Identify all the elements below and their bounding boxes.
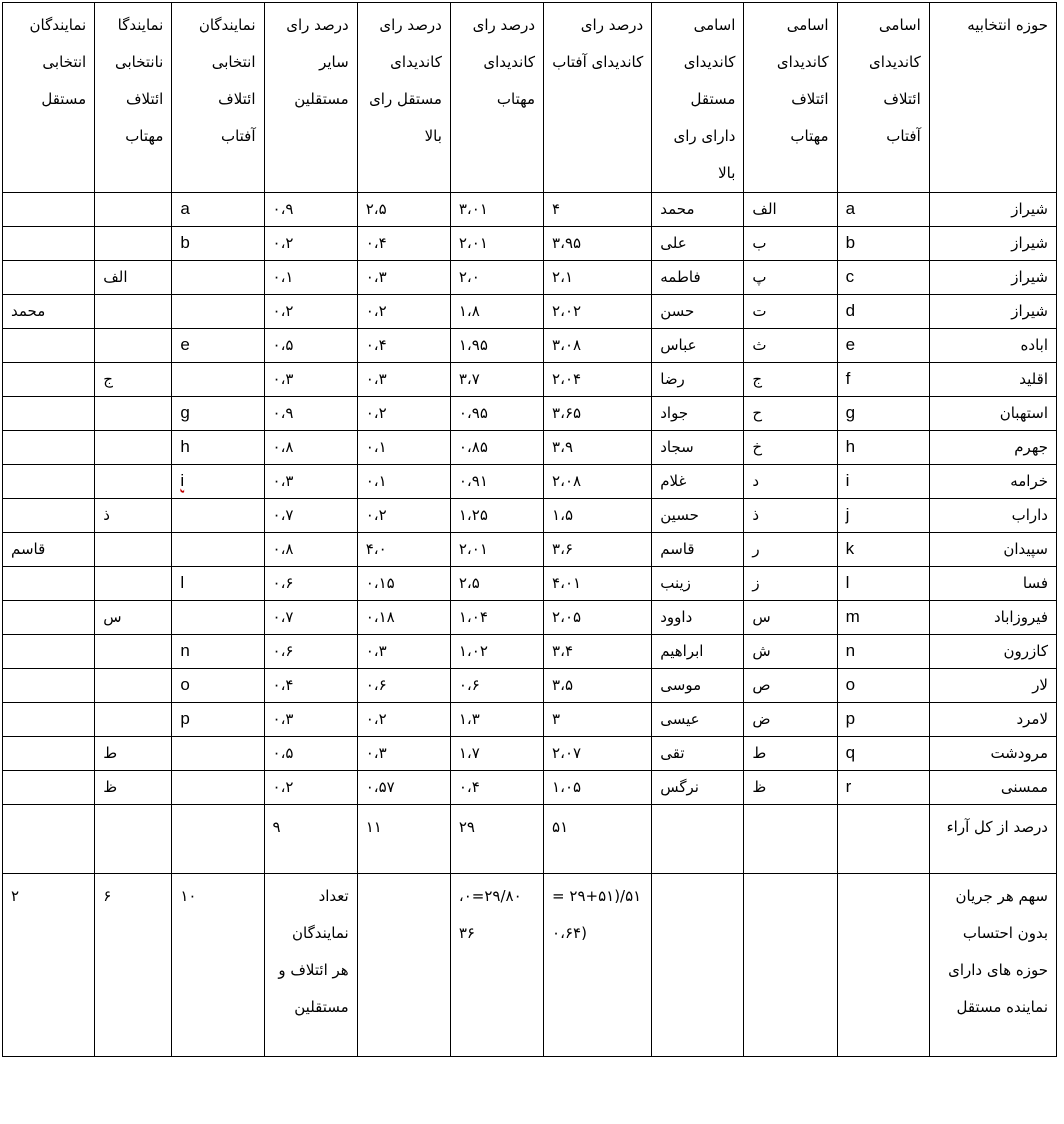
cell-elected-mahtab — [95, 465, 172, 499]
cell-independent-candidate: سجاد — [652, 431, 744, 465]
cell-aftab-candidate: h — [837, 431, 929, 465]
cell-aftab-candidate: m — [837, 601, 929, 635]
totals-pct-independent: ۱۱ — [357, 805, 450, 874]
cell-district: شیراز — [929, 227, 1056, 261]
table-row — [3, 397, 1057, 431]
cell-elected-mahtab — [95, 227, 172, 261]
cell-mahtab-candidate: ز — [744, 567, 837, 601]
table-row — [3, 533, 1057, 567]
cell-aftab-candidate: j — [837, 499, 929, 533]
cell-aftab-candidate: k — [837, 533, 929, 567]
cell-district: کازرون — [929, 635, 1056, 669]
cell-aftab-candidate: b — [837, 227, 929, 261]
cell-elected-independent — [3, 499, 95, 533]
cell-mahtab-candidate: ح — [744, 397, 837, 431]
cell-elected-independent — [3, 703, 95, 737]
cell-aftab-candidate: d — [837, 295, 929, 329]
cell-pct-aftab: ۴،۰۱ — [544, 567, 652, 601]
cell-aftab-candidate: g — [837, 397, 929, 431]
cell-elected-independent — [3, 363, 95, 397]
cell-independent-candidate: جواد — [652, 397, 744, 431]
cell-independent-candidate: عیسی — [652, 703, 744, 737]
table-row — [3, 295, 1057, 329]
cell-aftab-candidate: r — [837, 771, 929, 805]
cell-elected-independent: قاسم — [3, 533, 95, 567]
cell-elected-mahtab — [95, 193, 172, 227]
cell-pct-independent: ۰،۲ — [357, 397, 450, 431]
cell-pct-independent: ۰،۱ — [357, 431, 450, 465]
cell-pct-mahtab: ۱،۰۲ — [450, 635, 543, 669]
cell-pct-other: ۰،۸ — [264, 431, 357, 465]
cell-aftab-candidate: n — [837, 635, 929, 669]
table-row — [3, 329, 1057, 363]
header-independent-candidates: اسامی کاندیدای مستقل دارای رای بالا — [652, 3, 744, 193]
cell-independent-candidate: محمد — [652, 193, 744, 227]
cell-elected-independent — [3, 737, 95, 771]
cell-independent-candidate: قاسم — [652, 533, 744, 567]
cell-pct-mahtab: ۰،۹۱ — [450, 465, 543, 499]
election-results-table — [2, 2, 1057, 1057]
cell-elected-mahtab: س — [95, 601, 172, 635]
cell-pct-independent: ۴،۰ — [357, 533, 450, 567]
cell-pct-independent: ۰،۱ — [357, 465, 450, 499]
cell-elected-mahtab — [95, 329, 172, 363]
cell-pct-aftab: ۲،۰۵ — [544, 601, 652, 635]
cell-district: لار — [929, 669, 1056, 703]
cell-pct-mahtab: ۲،۰۱ — [450, 533, 543, 567]
cell-elected-independent — [3, 431, 95, 465]
cell-elected-aftab: n — [172, 635, 264, 669]
cell-pct-other: ۰،۲ — [264, 771, 357, 805]
table-row — [3, 193, 1057, 227]
cell-pct-mahtab: ۳،۷ — [450, 363, 543, 397]
table-row — [3, 601, 1057, 635]
totals-empty — [172, 805, 264, 874]
cell-mahtab-candidate: ت — [744, 295, 837, 329]
share-aftab-formula: ۵۱/(۲۹+۵۱ =(۰،۶۴ — [544, 874, 652, 1057]
table-row — [3, 771, 1057, 805]
cell-district: فسا — [929, 567, 1056, 601]
cell-mahtab-candidate: خ — [744, 431, 837, 465]
cell-elected-mahtab — [95, 703, 172, 737]
cell-elected-independent — [3, 193, 95, 227]
cell-elected-independent — [3, 397, 95, 431]
cell-pct-other: ۰،۷ — [264, 601, 357, 635]
cell-mahtab-candidate: ث — [744, 329, 837, 363]
cell-pct-other: ۰،۱ — [264, 261, 357, 295]
cell-pct-independent: ۰،۶ — [357, 669, 450, 703]
share-count-independent: ۲ — [3, 874, 95, 1057]
table-row — [3, 703, 1057, 737]
cell-district: شیراز — [929, 261, 1056, 295]
cell-pct-aftab: ۳،۹۵ — [544, 227, 652, 261]
table-row — [3, 737, 1057, 771]
header-mahtab-candidates: اسامی کاندیدای ائتلاف مهتاب — [744, 3, 837, 193]
cell-elected-mahtab: ج — [95, 363, 172, 397]
cell-pct-mahtab: ۰،۶ — [450, 669, 543, 703]
cell-elected-independent — [3, 227, 95, 261]
cell-pct-aftab: ۳،۹ — [544, 431, 652, 465]
share-mahtab-formula: ۲۹/۸۰=۰، ۳۶ — [450, 874, 543, 1057]
cell-pct-aftab: ۳،۴ — [544, 635, 652, 669]
header-pct-independent: درصد رای کاندیدای مستقل رای بالا — [357, 3, 450, 193]
cell-pct-mahtab: ۰،۹۵ — [450, 397, 543, 431]
totals-empty — [95, 805, 172, 874]
cell-pct-mahtab: ۱،۷ — [450, 737, 543, 771]
cell-pct-other: ۰،۶ — [264, 635, 357, 669]
cell-pct-other: ۰،۸ — [264, 533, 357, 567]
cell-district: جهرم — [929, 431, 1056, 465]
cell-pct-aftab: ۲،۰۲ — [544, 295, 652, 329]
cell-mahtab-candidate: س — [744, 601, 837, 635]
totals-empty — [3, 805, 95, 874]
table-row — [3, 261, 1057, 295]
cell-pct-aftab: ۳،۶ — [544, 533, 652, 567]
cell-pct-mahtab: ۱،۲۵ — [450, 499, 543, 533]
cell-pct-mahtab: ۰،۸۵ — [450, 431, 543, 465]
cell-aftab-candidate: a — [837, 193, 929, 227]
cell-independent-candidate: موسی — [652, 669, 744, 703]
cell-elected-aftab: a — [172, 193, 264, 227]
header-district: حوزه انتخابیه — [929, 3, 1056, 193]
cell-elected-aftab — [172, 499, 264, 533]
cell-elected-independent — [3, 261, 95, 295]
cell-pct-independent: ۰،۳ — [357, 363, 450, 397]
cell-mahtab-candidate: ص — [744, 669, 837, 703]
cell-elected-aftab — [172, 295, 264, 329]
share-empty — [744, 874, 837, 1057]
cell-elected-aftab — [172, 601, 264, 635]
cell-elected-mahtab — [95, 567, 172, 601]
cell-pct-aftab: ۲،۱ — [544, 261, 652, 295]
cell-elected-mahtab: ذ — [95, 499, 172, 533]
totals-pct-other: ۹ — [264, 805, 357, 874]
cell-aftab-candidate: i — [837, 465, 929, 499]
cell-district: خرامه — [929, 465, 1056, 499]
cell-pct-other: ۰،۲ — [264, 295, 357, 329]
cell-pct-aftab: ۲،۰۸ — [544, 465, 652, 499]
cell-pct-other: ۰،۶ — [264, 567, 357, 601]
cell-elected-independent — [3, 771, 95, 805]
share-count-label: تعداد نمایندگان هر ائتلاف و مستقلین — [264, 874, 357, 1057]
cell-mahtab-candidate: ذ — [744, 499, 837, 533]
cell-elected-aftab — [172, 533, 264, 567]
cell-pct-aftab: ۲،۰۴ — [544, 363, 652, 397]
cell-elected-independent — [3, 567, 95, 601]
header-elected-independent: نمایندگان انتخابی مستقل — [3, 3, 95, 193]
cell-elected-aftab: l — [172, 567, 264, 601]
table-row — [3, 465, 1057, 499]
cell-mahtab-candidate: پ — [744, 261, 837, 295]
cell-district: شیراز — [929, 295, 1056, 329]
cell-elected-aftab: e — [172, 329, 264, 363]
cell-mahtab-candidate: ج — [744, 363, 837, 397]
cell-pct-independent: ۰،۴ — [357, 329, 450, 363]
cell-elected-aftab — [172, 261, 264, 295]
totals-empty — [837, 805, 929, 874]
header-pct-aftab: درصد رای کاندیدای آفتاب — [544, 3, 652, 193]
cell-mahtab-candidate: ر — [744, 533, 837, 567]
table-row — [3, 431, 1057, 465]
cell-elected-independent — [3, 669, 95, 703]
cell-pct-mahtab: ۱،۹۵ — [450, 329, 543, 363]
cell-pct-independent: ۰،۲ — [357, 703, 450, 737]
cell-aftab-candidate: l — [837, 567, 929, 601]
table-row — [3, 227, 1057, 261]
cell-independent-candidate: علی — [652, 227, 744, 261]
share-empty — [357, 874, 450, 1057]
cell-pct-aftab: ۳،۰۸ — [544, 329, 652, 363]
cell-pct-other: ۰،۳ — [264, 363, 357, 397]
cell-pct-aftab: ۳ — [544, 703, 652, 737]
cell-elected-aftab: g — [172, 397, 264, 431]
cell-elected-aftab: o — [172, 669, 264, 703]
cell-pct-other: ۰،۲ — [264, 227, 357, 261]
cell-independent-candidate: حسین — [652, 499, 744, 533]
cell-pct-aftab: ۱،۵ — [544, 499, 652, 533]
cell-elected-aftab: b — [172, 227, 264, 261]
cell-pct-aftab: ۳،۵ — [544, 669, 652, 703]
share-empty — [652, 874, 744, 1057]
cell-elected-aftab — [172, 771, 264, 805]
share-count-mahtab: ۶ — [95, 874, 172, 1057]
share-row — [3, 874, 1057, 1057]
cell-independent-candidate: داوود — [652, 601, 744, 635]
cell-aftab-candidate: c — [837, 261, 929, 295]
cell-pct-aftab: ۴ — [544, 193, 652, 227]
cell-elected-mahtab — [95, 669, 172, 703]
cell-pct-independent: ۰،۱۸ — [357, 601, 450, 635]
cell-independent-candidate: ابراهیم — [652, 635, 744, 669]
cell-elected-independent: محمد — [3, 295, 95, 329]
cell-elected-independent — [3, 329, 95, 363]
cell-pct-other: ۰،۳ — [264, 465, 357, 499]
cell-pct-other: ۰،۹ — [264, 397, 357, 431]
cell-elected-mahtab — [95, 635, 172, 669]
cell-pct-mahtab: ۰،۴ — [450, 771, 543, 805]
share-empty — [837, 874, 929, 1057]
cell-elected-mahtab: الف — [95, 261, 172, 295]
cell-independent-candidate: تقی — [652, 737, 744, 771]
table-body — [3, 3, 1057, 1057]
cell-district: سپیدان — [929, 533, 1056, 567]
share-label: سهم هر جریان بدون احتساب حوزه های دارای نماینده مستقل — [929, 874, 1056, 1057]
totals-empty — [744, 805, 837, 874]
cell-mahtab-candidate: ط — [744, 737, 837, 771]
cell-district: اقلید — [929, 363, 1056, 397]
cell-elected-mahtab: ط — [95, 737, 172, 771]
cell-aftab-candidate: f — [837, 363, 929, 397]
cell-pct-aftab: ۲،۰۷ — [544, 737, 652, 771]
cell-district: اباده — [929, 329, 1056, 363]
cell-district: فیروزاباد — [929, 601, 1056, 635]
cell-independent-candidate: فاطمه — [652, 261, 744, 295]
cell-mahtab-candidate: د — [744, 465, 837, 499]
totals-label: درصد از کل آراء — [929, 805, 1056, 874]
cell-pct-independent: ۰،۲ — [357, 499, 450, 533]
totals-empty — [652, 805, 744, 874]
cell-elected-independent — [3, 465, 95, 499]
cell-district: داراب — [929, 499, 1056, 533]
cell-district: استهبان — [929, 397, 1056, 431]
cell-aftab-candidate: q — [837, 737, 929, 771]
share-count-aftab: ۱۰ — [172, 874, 264, 1057]
cell-pct-other: ۰،۳ — [264, 703, 357, 737]
cell-aftab-candidate: p — [837, 703, 929, 737]
header-row — [3, 3, 1057, 193]
cell-independent-candidate: عباس — [652, 329, 744, 363]
cell-independent-candidate: غلام — [652, 465, 744, 499]
cell-district: لامرد — [929, 703, 1056, 737]
cell-elected-mahtab — [95, 397, 172, 431]
cell-independent-candidate: رضا — [652, 363, 744, 397]
header-aftab-candidates: اسامی کاندیدای ائتلاف آفتاب — [837, 3, 929, 193]
cell-pct-other: ۰،۹ — [264, 193, 357, 227]
cell-mahtab-candidate: ب — [744, 227, 837, 261]
header-pct-other: درصد رای سایر مستقلین — [264, 3, 357, 193]
cell-aftab-candidate: e — [837, 329, 929, 363]
cell-pct-independent: ۰،۱۵ — [357, 567, 450, 601]
cell-pct-mahtab: ۲،۰۱ — [450, 227, 543, 261]
cell-pct-mahtab: ۳،۰۱ — [450, 193, 543, 227]
cell-pct-other: ۰،۴ — [264, 669, 357, 703]
cell-mahtab-candidate: ظ — [744, 771, 837, 805]
cell-elected-independent — [3, 601, 95, 635]
cell-district: ممسنی — [929, 771, 1056, 805]
cell-pct-mahtab: ۱،۳ — [450, 703, 543, 737]
cell-pct-aftab: ۳،۶۵ — [544, 397, 652, 431]
totals-pct-mahtab: ۲۹ — [450, 805, 543, 874]
cell-pct-aftab: ۱،۰۵ — [544, 771, 652, 805]
cell-mahtab-candidate: ض — [744, 703, 837, 737]
cell-pct-independent: ۰،۳ — [357, 635, 450, 669]
table-row — [3, 669, 1057, 703]
cell-elected-aftab: h — [172, 431, 264, 465]
cell-pct-mahtab: ۲،۰ — [450, 261, 543, 295]
cell-pct-independent: ۰،۳ — [357, 737, 450, 771]
cell-independent-candidate: حسن — [652, 295, 744, 329]
cell-elected-aftab: p — [172, 703, 264, 737]
totals-row — [3, 805, 1057, 874]
cell-pct-independent: ۰،۵۷ — [357, 771, 450, 805]
cell-elected-mahtab: ظ — [95, 771, 172, 805]
cell-pct-mahtab: ۱،۰۴ — [450, 601, 543, 635]
cell-independent-candidate: نرگس — [652, 771, 744, 805]
cell-elected-mahtab — [95, 295, 172, 329]
cell-pct-independent: ۲،۵ — [357, 193, 450, 227]
cell-elected-aftab: i — [172, 465, 264, 499]
cell-elected-mahtab — [95, 431, 172, 465]
cell-aftab-candidate: o — [837, 669, 929, 703]
cell-independent-candidate: زینب — [652, 567, 744, 601]
cell-pct-mahtab: ۱،۸ — [450, 295, 543, 329]
header-elected-aftab: نمایندگان انتخابی ائتلاف آفتاب — [172, 3, 264, 193]
table-row — [3, 567, 1057, 601]
cell-mahtab-candidate: ش — [744, 635, 837, 669]
cell-elected-aftab — [172, 737, 264, 771]
cell-elected-independent — [3, 635, 95, 669]
header-elected-mahtab: نمایندگا نانتخابی ائتلاف مهتاب — [95, 3, 172, 193]
cell-pct-mahtab: ۲،۵ — [450, 567, 543, 601]
cell-pct-independent: ۰،۲ — [357, 295, 450, 329]
cell-pct-independent: ۰،۴ — [357, 227, 450, 261]
cell-elected-aftab — [172, 363, 264, 397]
cell-pct-other: ۰،۵ — [264, 737, 357, 771]
cell-district: شیراز — [929, 193, 1056, 227]
header-pct-mahtab: درصد رای کاندیدای مهتاب — [450, 3, 543, 193]
cell-pct-independent: ۰،۳ — [357, 261, 450, 295]
cell-district: مرودشت — [929, 737, 1056, 771]
cell-pct-other: ۰،۷ — [264, 499, 357, 533]
cell-elected-mahtab — [95, 533, 172, 567]
table-row — [3, 363, 1057, 397]
table-row — [3, 499, 1057, 533]
cell-mahtab-candidate: الف — [744, 193, 837, 227]
totals-pct-aftab: ۵۱ — [544, 805, 652, 874]
cell-pct-other: ۰،۵ — [264, 329, 357, 363]
table-row — [3, 635, 1057, 669]
